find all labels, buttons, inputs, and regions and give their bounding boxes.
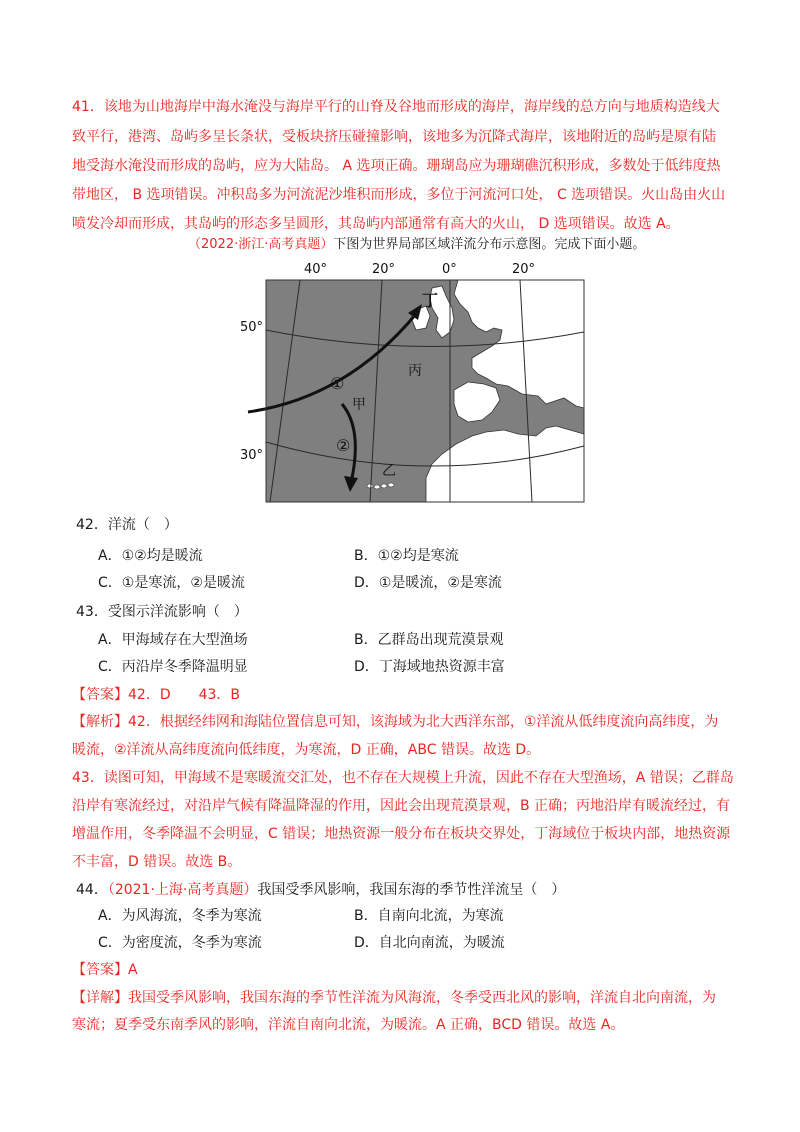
answer-44-text: A [128,962,138,978]
q43-option-c[interactable]: C．丙沿岸冬季降温明显 [98,659,248,675]
q42-option-d[interactable]: D．①是暖流，②是寒流 [354,575,502,591]
marker-current-1: ① [330,374,345,393]
q42-option-c[interactable]: C．①是寒流，②是暖流 [98,575,245,591]
analysis-line-6: 不丰富，D 错误。故选 B。 [72,854,242,870]
q44-text: 我国受季风影响，我国东海的季节性洋流呈（ ） [257,882,566,898]
q43-option-d[interactable]: D．丁海域地热资源丰富 [354,659,505,675]
q41-line-2: 致平行，港湾、岛屿多呈长条状，受板块挤压碰撞影响，该地多为沉降式海岸，该地附近的岛屿是原有陆 [72,129,716,145]
q44-number: 44． [76,882,108,898]
analysis-line-2: 暖流，②洋流从高纬度流向低纬度，为寒流，D 正确，ABC 错误。故选 D。 [72,742,541,758]
marker-current-2: ② [336,436,351,455]
detail-line-1 [72,988,716,1008]
lon-label-40w: 40° [304,262,328,277]
q42-stem: 42．洋流（ ） [76,517,178,533]
analysis-line-5: 增温作用，冬季降温不会明显，C 错误；地热资源一般分布在板块交界处，丁海域位于板块内部，地热资源 [72,826,731,842]
intro-source: （2022·浙江·高考真题） [188,237,334,252]
q44-source: （2021·上海·高考真题） [107,882,258,898]
q41-line-5: 喷发冷却而形成，其岛屿的形态多呈圆形，其岛屿内部通常有高大的火山， D 选项错误。故选 A。 [72,216,680,232]
question-intro [188,233,645,252]
q44-option-a[interactable]: A．为风海流，冬季为寒流 [98,908,262,924]
lon-label-0: 0° [442,262,457,277]
q41-line-1: 41．该地为山地海岸中海水淹没与海岸平行的山脊及谷地而形成的海岸，海岸线的总方向与地质构造线大 [72,99,720,115]
marker-jia: 甲 [352,397,366,413]
lat-label-50n: 50° [240,320,264,335]
map-graphic [246,258,586,504]
lon-label-20w: 20° [372,262,396,277]
analysis-line-3: 43．读图可知，甲海域不是寒暖流交汇处，也不存在大规模上升流，因此不存在大型渔场，A 错误；乙群岛 [72,770,734,786]
q44-option-b[interactable]: B．自南向北流，为寒流 [354,908,504,924]
q43-option-a[interactable]: A．甲海域存在大型渔场 [98,632,248,648]
analysis-tag: 【解析】 [72,714,128,730]
analysis-line-4: 沿岸有寒流经过，对沿岸气候有降温降湿的作用，因此会出现荒漠景观，B 正确；丙地沿岸有暖流经过，有 [72,798,731,814]
q42-option-b[interactable]: B．①②均是寒流 [354,548,459,564]
answer-42-43 [72,685,240,705]
q41-line-3: 地受海水淹没而形成的岛屿，应为大陆岛。 A 选项正确。珊瑚岛应为珊瑚礁沉积形成，多数处于低纬度热 [72,158,721,174]
marker-bing: 丙 [408,363,422,379]
detail-tag: 【详解】 [72,990,128,1006]
analysis-line-1 [72,712,718,732]
q41-line-4: 带地区， B 选项错误。冲积岛多为河流泥沙堆积而形成，多位于河流河口处， C 选项错误。火山岛由火山 [72,187,726,203]
analysis-text-1: 42．根据经纬网和海陆位置信息可知，该海域为北大西洋东部，①洋流从低纬度流向高纬度，为 [128,714,719,730]
answer-44 [72,960,138,980]
marker-ding: 丁 [422,291,439,310]
q42-option-a[interactable]: A．①②均是暖流 [98,548,203,564]
lon-label-20e: 20° [512,262,536,277]
marker-yi: 乙 [382,463,396,479]
q44-option-c[interactable]: C．为密度流，冬季为寒流 [98,935,262,951]
intro-text: 下图为世界局部区域洋流分布示意图。完成下面小题。 [333,237,646,252]
q43-stem: 43．受图示洋流影响（ ） [76,604,248,620]
answer-44-tag: 【答案】 [72,962,128,978]
lat-label-30n: 30° [240,448,264,463]
answer-tag: 【答案】 [72,687,128,703]
ocean-current-map [240,258,586,504]
detail-text-1: 我国受季风影响，我国东海的季节性洋流为风海流，冬季受西北风的影响，洋流自北向南流，为 [128,990,716,1006]
q44-option-d[interactable]: D．自北向南流，为暖流 [354,935,505,951]
detail-line-2: 寒流；夏季受东南季风的影响，洋流自南向北流，为暖流。A 正确，BCD 错误。故选 A。 [72,1017,625,1033]
q43-option-b[interactable]: B．乙群岛出现荒漠景观 [354,632,504,648]
answer-text: 42．D 43．B [128,687,241,703]
q44-stem [76,880,565,900]
